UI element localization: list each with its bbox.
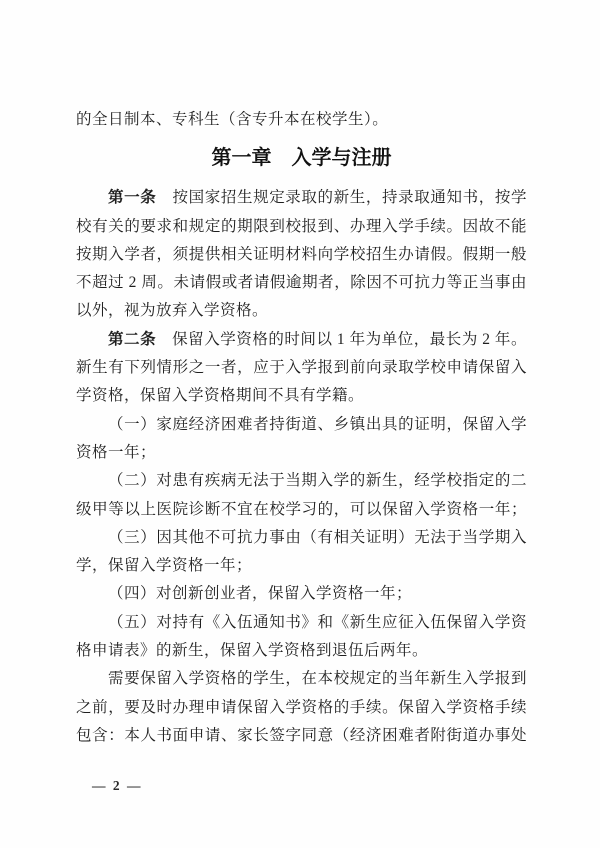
text-line: 的全日制本、专科生（含专升本在校学生）。 <box>76 111 389 128</box>
text-line: 级甲等以上医院诊断不宜在校学习的，可以保留入学资格一年； <box>76 500 527 518</box>
text-line: 包含：本人书面申请、家长签字同意（经济困难者附街道办事处 <box>76 726 527 744</box>
text-line <box>76 184 527 212</box>
text-run: 保留入学资格的时间以 1 年为单位，最长为 2 年。 <box>156 330 527 348</box>
chapter-heading: 第一章 入学与注册 <box>211 147 392 170</box>
text-line: 学，保留入学资格一年； <box>76 557 253 575</box>
text-line: 新生有下列情形之一者，应于入学报到前向录取学校申请保留入 <box>76 359 527 377</box>
text-line: 资格一年； <box>76 443 157 461</box>
text-line: 校有关的要求和规定的期限到校报到、办理入学手续。因故不能 <box>76 217 527 235</box>
text-line: （一）家庭经济困难者持街道、乡镇出具的证明，保留入学 <box>108 415 527 433</box>
text-line: （二）对患有疾病无法于当期入学的新生，经学校指定的二 <box>108 472 527 490</box>
text-line: 以外，视为放弃入学资格。 <box>76 302 269 320</box>
text-line: （三）因其他不可抗力事由（有相关证明）无法于当学期入 <box>108 528 527 546</box>
text-line: 不超过 2 周。未请假或者请假逾期者，除因不可抗力等正当事由 <box>76 274 527 292</box>
article-number: 第一条 <box>108 189 157 207</box>
text-line: 格申请表》的新生，保留入学资格到退伍后两年。 <box>76 642 429 660</box>
article-number: 第二条 <box>108 330 157 348</box>
text-run: 按国家招生规定录取的新生，持录取通知书，按学 <box>156 189 527 207</box>
document-body <box>76 106 527 750</box>
text-line: 之前，要及时办理申请保留入学资格的手续。保留入学资格手续 <box>76 698 527 716</box>
text-line: 学资格，保留入学资格期间不具有学籍。 <box>76 387 365 405</box>
text-line: （五）对持有《入伍通知书》和《新生应征入伍保留入学资 <box>108 613 527 631</box>
page-number: — 2 — <box>92 778 143 793</box>
text-line: 需要保留入学资格的学生，在本校规定的当年新生入学报到 <box>108 670 527 688</box>
text-line <box>76 326 527 354</box>
text-line: （四）对创新创业者，保留入学资格一年； <box>108 585 413 603</box>
text-line: 按期入学者，须提供相关证明材料向学校招生办请假。假期一般 <box>76 245 527 263</box>
